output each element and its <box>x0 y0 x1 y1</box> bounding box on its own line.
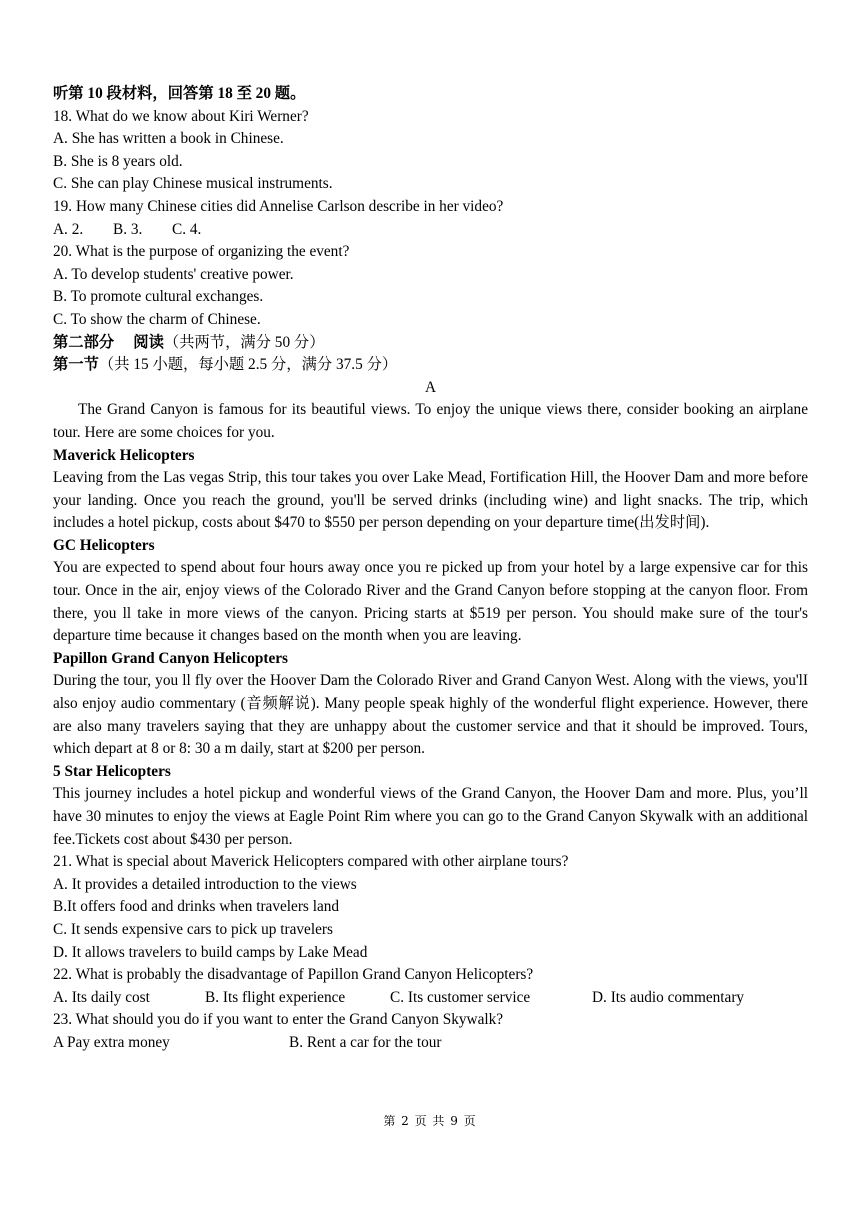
option-c: C. To show the charm of Chinese. <box>53 310 261 328</box>
question-19 <box>53 196 808 241</box>
option-c: C. Its customer service <box>390 988 531 1006</box>
question-22 <box>53 964 808 1009</box>
option-a: A Pay extra money <box>53 1033 170 1051</box>
passage-letter: A <box>424 378 437 396</box>
question-20 <box>53 241 808 331</box>
option-c: C. It sends expensive cars to pick up travelers <box>53 920 333 938</box>
option-b: B. 3. <box>113 220 143 238</box>
option-b: B. Rent a car for the tour <box>289 1033 442 1051</box>
papillon-title: Papillon Grand Canyon Helicopters <box>53 649 288 667</box>
option-b: B. To promote cultural exchanges. <box>53 288 264 306</box>
fivestar-text: This journey includes a hotel pickup and wonderful views of the Grand Canyon, the Hoover Dam and more. Plus, you’ll have 30 minutes to enjoy the views at Eagle Point Rim where you can go to the Grand Canyon Skywalk with an additional fee.Tickets cost about $430 per person. <box>53 785 808 848</box>
question-stem: 23. What should you do if you want to enter the Grand Canyon Skywalk? <box>53 1011 504 1029</box>
question-21 <box>53 851 808 964</box>
section1-title: 第一节 <box>53 356 99 374</box>
option-c: C. She can play Chinese musical instruments. <box>53 175 333 193</box>
part2-title: 第二部分 阅读 <box>53 333 164 351</box>
maverick-title: Maverick Helicopters <box>53 446 195 464</box>
options-row <box>53 987 808 1010</box>
question-stem: 19. How many Chinese cities did Annelise Carlson describe in her video? <box>53 197 504 215</box>
section1-note: （共 15 小题，每小题 2.5 分，满分 37.5 分） <box>98 356 398 374</box>
maverick-text: Leaving from the Las vegas Strip, this tour takes you over Lake Mead, Fortification Hill, the Hoover Dam and more before your landing. Once you reach the ground, you'll be served drinks (including wine) and light snacks. The trip, which includes a hotel pickup, costs about $470 to $550 per person depending on your departure time(出发时间). <box>53 469 808 532</box>
question-stem: 21. What is special about Maverick Helicopters compared with other airplane tours? <box>53 853 569 871</box>
question-23 <box>53 1009 808 1054</box>
part2-heading <box>53 332 808 355</box>
question-stem: 20. What is the purpose of organizing the event? <box>53 243 350 261</box>
exam-page <box>53 83 808 1055</box>
option-b: B. She is 8 years old. <box>53 152 183 170</box>
option-d: D. Its audio commentary <box>592 988 745 1006</box>
gc-title: GC Helicopters <box>53 536 155 554</box>
gc-text: You are expected to spend about four hours away once you re picked up from your hotel by a large expensive car for this tour. Once in the air, enjoy views of the Colorado River and the Grand Canyon before stopping at the canyon floor. From there, you ll take in more views of the canyon. Pricing starts at $519 per person. You should make sure of the tour's departure time because it changes based on the month when you are leaving. <box>53 559 808 645</box>
question-18 <box>53 106 808 196</box>
passage-intro: The Grand Canyon is famous for its beautiful views. To enjoy the unique views there, consider booking an airplane tour. Here are some choices for you. <box>53 401 808 441</box>
fivestar-title: 5 Star Helicopters <box>53 762 171 780</box>
option-d: D. It allows travelers to build camps by Lake Mead <box>53 943 368 961</box>
option-a: A. 2. <box>53 220 84 238</box>
question-stem: 18. What do we know about Kiri Werner? <box>53 107 309 125</box>
section1-heading <box>53 354 808 377</box>
papillon-text: During the tour, you ll fly over the Hoover Dam the Colorado River and Grand Canyon West. Along with the views, you'lI also enjoy audio commentary (音频解说). Many people speak highly of the wonderful flight experience. However, there are also many travelers saying that they are unhappy about the customer service and that it should be improved. Tours, which depart at 8 or 8: 30 a m daily, start at $200 per person. <box>53 672 808 758</box>
options-row <box>53 1032 808 1055</box>
options-row <box>53 219 808 242</box>
option-b: B.It offers food and drinks when travelers land <box>53 898 340 916</box>
listening-section-heading: 听第 10 段材料，回答第 18 至 20 题。 <box>53 85 306 102</box>
option-a: A. She has written a book in Chinese. <box>53 130 284 148</box>
option-a: A. To develop students' creative power. <box>53 265 294 283</box>
option-a: A. It provides a detailed introduction to the views <box>53 875 357 893</box>
question-stem: 22. What is probably the disadvantage of Papillon Grand Canyon Helicopters? <box>53 966 534 984</box>
option-a: A. Its daily cost <box>53 988 150 1006</box>
part2-note: （共两节，满分 50 分） <box>163 333 325 351</box>
option-b: B. Its flight experience <box>205 988 346 1006</box>
option-c: C. 4. <box>172 220 202 238</box>
page-footer: 第 2 页 共 9 页 <box>383 1114 477 1128</box>
